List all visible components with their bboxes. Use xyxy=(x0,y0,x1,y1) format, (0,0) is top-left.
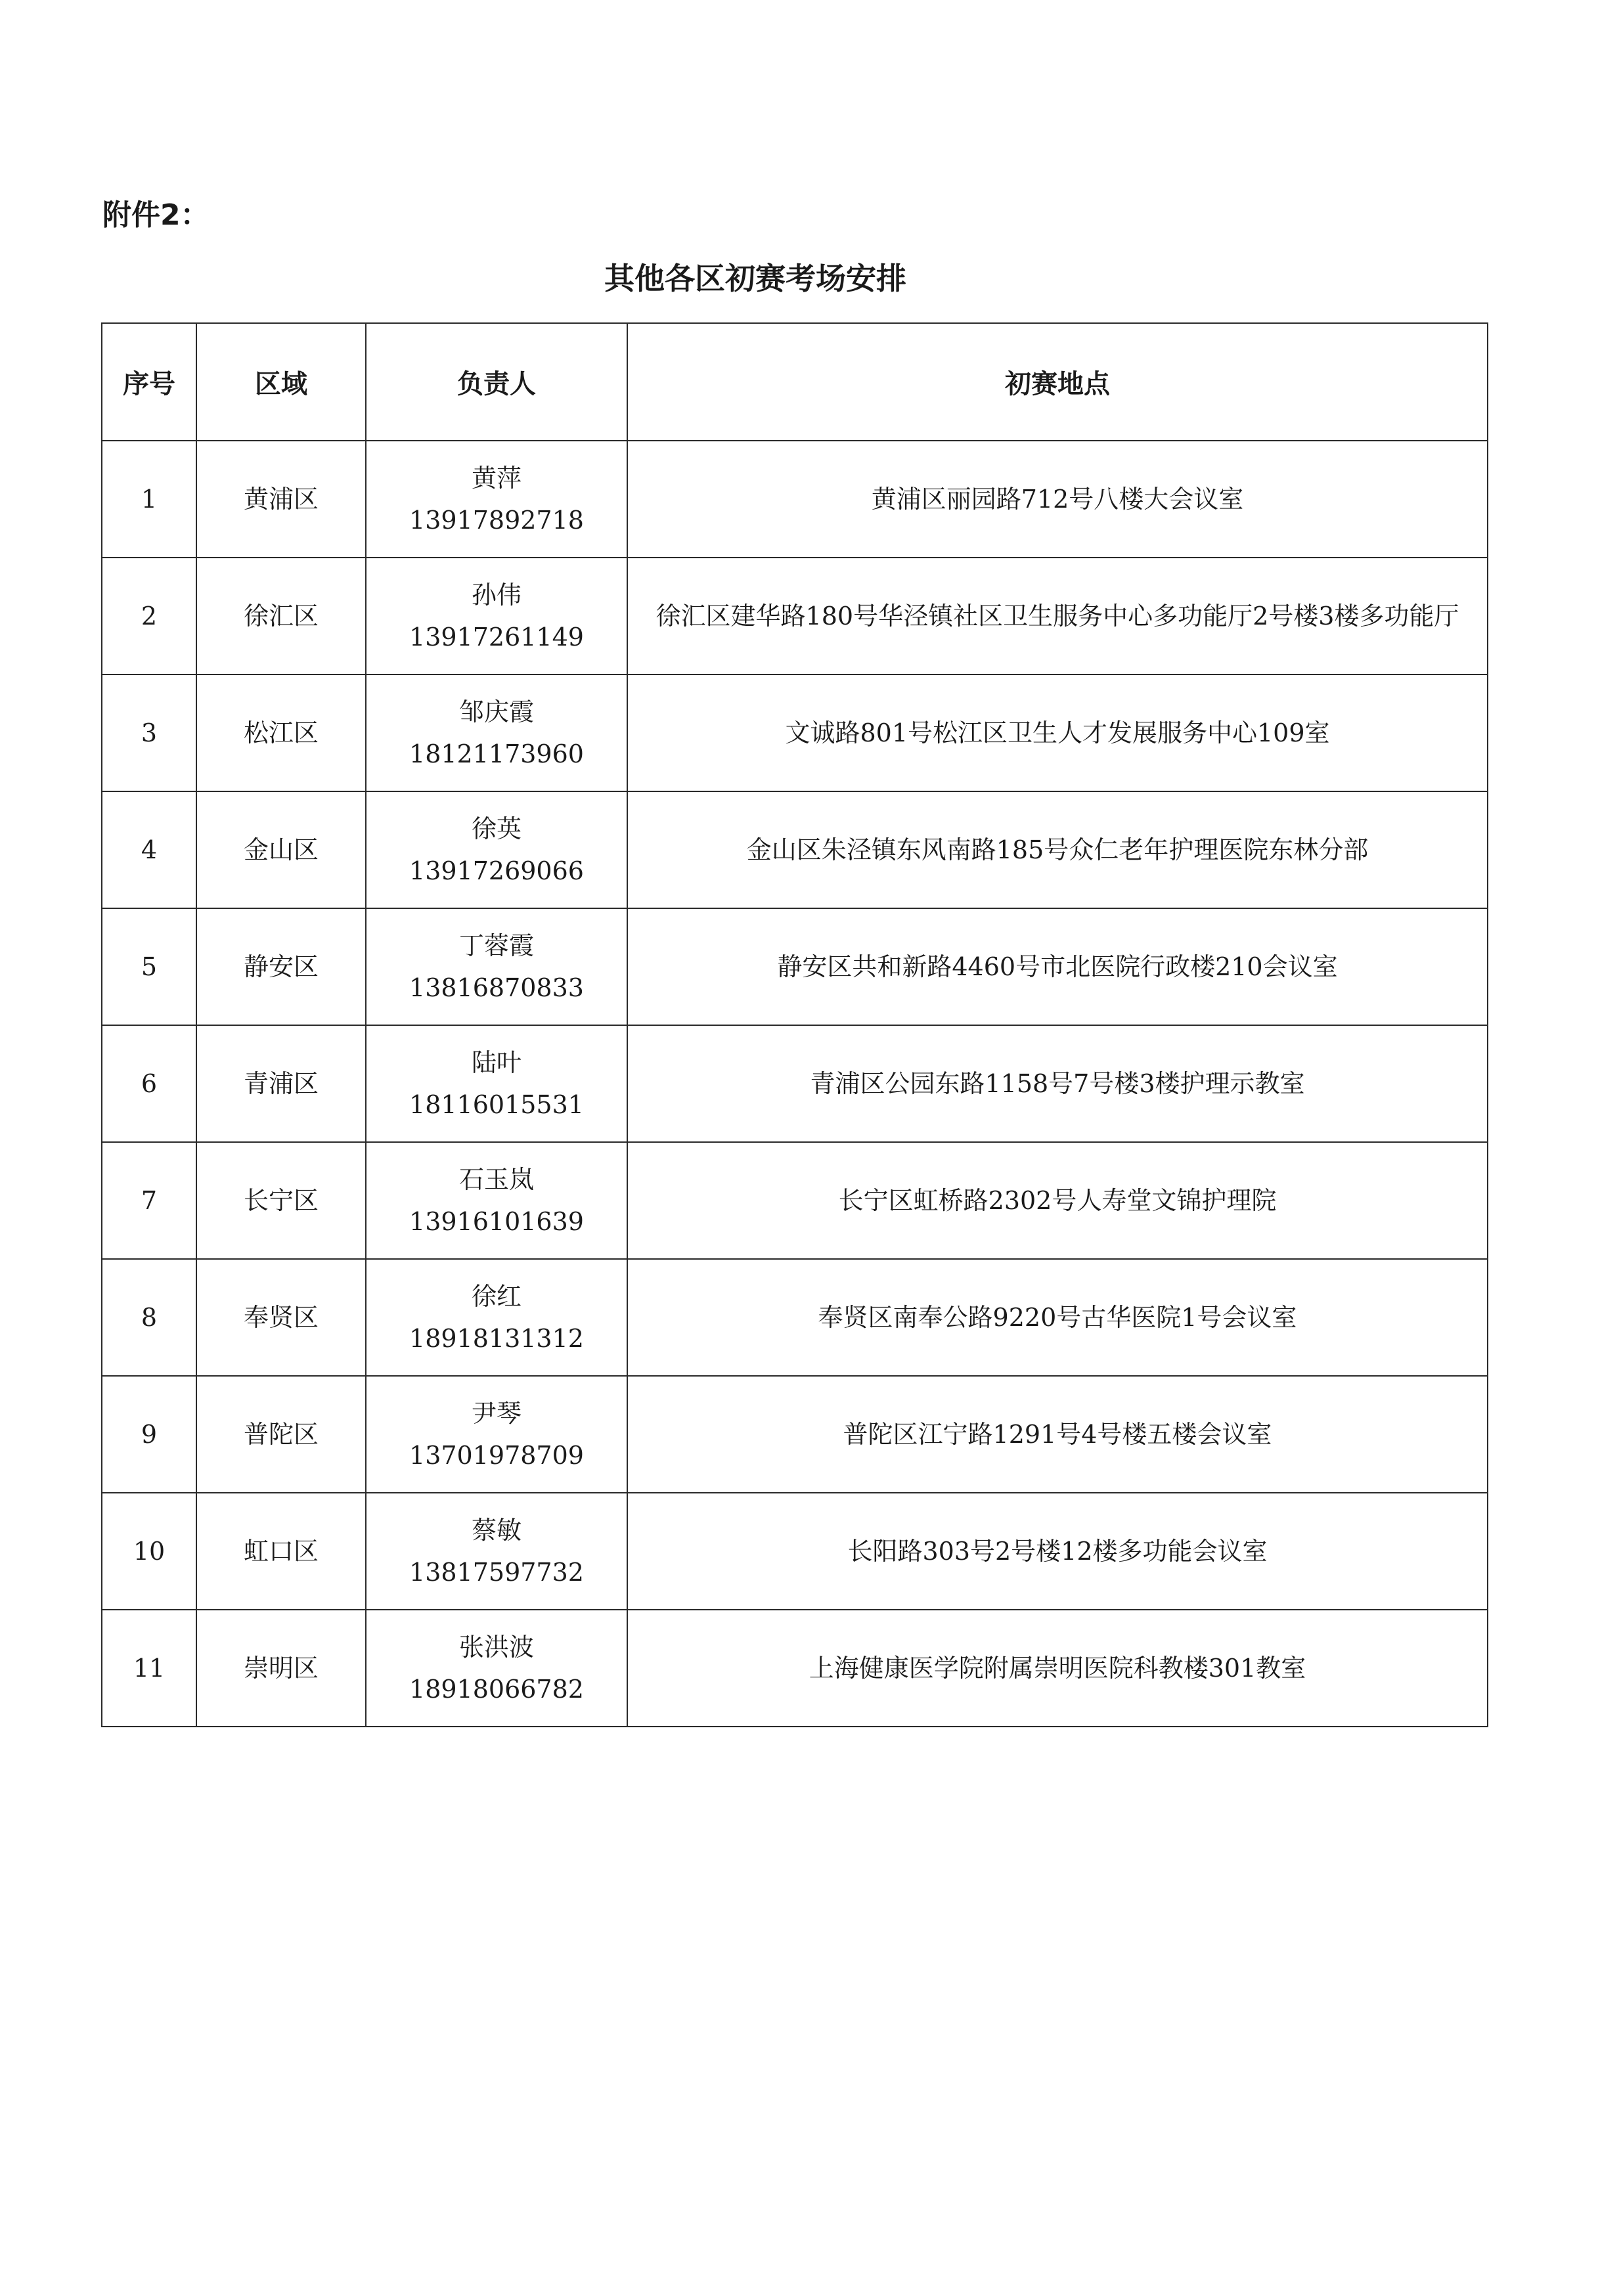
cell-no: 4 xyxy=(102,791,196,908)
cell-person xyxy=(366,1376,627,1493)
cell-person xyxy=(366,558,627,674)
cell-place: 青浦区公园东路1158号7号楼3楼护理示教室 xyxy=(627,1025,1488,1142)
table-row xyxy=(102,1025,1488,1142)
cell-no: 11 xyxy=(102,1610,196,1727)
cell-no: 8 xyxy=(102,1259,196,1376)
table-row xyxy=(102,441,1488,558)
cell-place: 长宁区虹桥路2302号人寿堂文锦护理院 xyxy=(627,1142,1488,1259)
person-phone: 13917261149 xyxy=(409,623,584,651)
person-name: 黄萍 xyxy=(471,464,522,493)
attachment-label: 附件2： xyxy=(102,198,210,232)
person-name: 石玉岚 xyxy=(458,1165,534,1194)
person-name: 孙伟 xyxy=(471,581,522,609)
cell-area: 静安区 xyxy=(196,908,366,1025)
cell-area: 奉贤区 xyxy=(196,1259,366,1376)
person-phone: 13816870833 xyxy=(409,973,584,1002)
cell-place: 金山区朱泾镇东风南路185号众仁老年护理医院东林分部 xyxy=(627,791,1488,908)
cell-no: 1 xyxy=(102,441,196,558)
cell-place: 黄浦区丽园路712号八楼大会议室 xyxy=(627,441,1488,558)
cell-no: 6 xyxy=(102,1025,196,1142)
person-phone: 13817597732 xyxy=(409,1558,584,1587)
cell-person xyxy=(366,1142,627,1259)
table-row xyxy=(102,1142,1488,1259)
person-name: 蔡敏 xyxy=(471,1516,522,1545)
cell-place: 奉贤区南奉公路9220号古华医院1号会议室 xyxy=(627,1259,1488,1376)
cell-person xyxy=(366,1493,627,1610)
person-name: 丁蓉霞 xyxy=(458,931,534,960)
table-row xyxy=(102,674,1488,791)
cell-area: 青浦区 xyxy=(196,1025,366,1142)
header-area: 区域 xyxy=(196,323,366,441)
table-row xyxy=(102,1376,1488,1493)
cell-no: 9 xyxy=(102,1376,196,1493)
cell-place: 上海健康医学院附属崇明医院科教楼301教室 xyxy=(627,1610,1488,1727)
cell-area: 徐汇区 xyxy=(196,558,366,674)
person-phone: 18121173960 xyxy=(409,740,584,768)
cell-place: 静安区共和新路4460号市北医院行政楼210会议室 xyxy=(627,908,1488,1025)
cell-person xyxy=(366,1259,627,1376)
table-row xyxy=(102,1259,1488,1376)
cell-area: 松江区 xyxy=(196,674,366,791)
cell-person xyxy=(366,1610,627,1727)
person-name: 邹庆霞 xyxy=(458,697,534,726)
cell-place: 文诚路801号松江区卫生人才发展服务中心109室 xyxy=(627,674,1488,791)
cell-person xyxy=(366,441,627,558)
person-name: 陆叶 xyxy=(471,1048,522,1077)
table-row xyxy=(102,791,1488,908)
person-phone: 13917892718 xyxy=(409,506,584,535)
cell-place: 徐汇区建华路180号华泾镇社区卫生服务中心多功能厅2号楼3楼多功能厅 xyxy=(627,558,1488,674)
cell-area: 虹口区 xyxy=(196,1493,366,1610)
page-title: 其他各区初赛考场安排 xyxy=(604,261,906,296)
cell-person xyxy=(366,791,627,908)
cell-area: 普陀区 xyxy=(196,1376,366,1493)
cell-place: 普陀区江宁路1291号4号楼五楼会议室 xyxy=(627,1376,1488,1493)
cell-area: 黄浦区 xyxy=(196,441,366,558)
cell-no: 3 xyxy=(102,674,196,791)
table-row xyxy=(102,1610,1488,1727)
person-phone: 18918066782 xyxy=(409,1675,584,1704)
cell-no: 10 xyxy=(102,1493,196,1610)
cell-area: 崇明区 xyxy=(196,1610,366,1727)
cell-no: 7 xyxy=(102,1142,196,1259)
exam-venue-table xyxy=(101,322,1488,1727)
cell-no: 5 xyxy=(102,908,196,1025)
person-phone: 13701978709 xyxy=(409,1441,584,1470)
table-row xyxy=(102,558,1488,674)
person-name: 徐英 xyxy=(471,814,522,843)
cell-person xyxy=(366,1025,627,1142)
person-name: 尹琴 xyxy=(471,1399,522,1428)
header-person: 负责人 xyxy=(366,323,627,441)
cell-no: 2 xyxy=(102,558,196,674)
cell-person xyxy=(366,674,627,791)
person-name: 张洪波 xyxy=(458,1633,534,1662)
person-phone: 13916101639 xyxy=(409,1207,584,1236)
cell-area: 金山区 xyxy=(196,791,366,908)
table-row xyxy=(102,908,1488,1025)
cell-person xyxy=(366,908,627,1025)
table-header-row xyxy=(102,323,1488,441)
table-row xyxy=(102,1493,1488,1610)
person-phone: 18918131312 xyxy=(409,1324,584,1353)
header-no: 序号 xyxy=(102,323,196,441)
header-place: 初赛地点 xyxy=(627,323,1488,441)
person-phone: 13917269066 xyxy=(409,856,584,885)
cell-area: 长宁区 xyxy=(196,1142,366,1259)
person-name: 徐红 xyxy=(471,1282,522,1311)
person-phone: 18116015531 xyxy=(409,1090,584,1119)
cell-place: 长阳路303号2号楼12楼多功能会议室 xyxy=(627,1493,1488,1610)
